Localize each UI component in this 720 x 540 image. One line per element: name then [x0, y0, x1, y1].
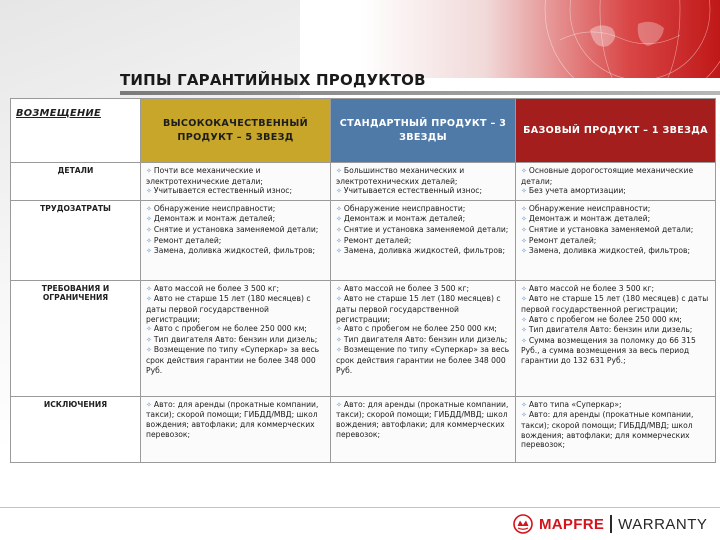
warranty-products-table: [10, 98, 715, 463]
list-item: [336, 345, 510, 375]
list-item: [521, 166, 710, 186]
row-label: ДЕТАЛИ: [11, 163, 141, 201]
diamond-bullet-icon: ✧: [146, 400, 152, 409]
diamond-bullet-icon: ✧: [146, 215, 152, 224]
list-item-text: Авто не старше 15 лет (180 месяцев) с даты первой государственной регистрации;: [146, 294, 311, 324]
table-cell-col1: [141, 163, 331, 201]
diamond-bullet-icon: ✧: [336, 295, 342, 304]
diamond-bullet-icon: ✧: [521, 215, 527, 224]
list-item-text: Замена, доливка жидкостей, фильтров;: [153, 246, 316, 256]
table-row: [11, 163, 716, 201]
list-item-text: Ремонт деталей;: [153, 235, 222, 245]
list-item-text: Обнаружение неисправности;: [343, 203, 466, 213]
list-item: [146, 294, 325, 324]
row-label: ТРЕБОВАНИЯ И ОГРАНИЧЕНИЯ: [11, 280, 141, 396]
list-item-text: Авто массой не более 3 500 кг;: [528, 283, 655, 293]
list-item: [521, 400, 710, 411]
diamond-bullet-icon: ✧: [336, 247, 342, 256]
table-cell-col3: [516, 396, 716, 462]
table-cell-col3: [516, 280, 716, 396]
list-item: [336, 204, 510, 215]
list-item: [336, 225, 510, 236]
list-item: [521, 410, 710, 449]
list-item-text: Тип двигателя Авто: бензин или дизель;: [153, 334, 318, 344]
list-item-text: Тип двигателя Авто: бензин или дизель;: [528, 325, 693, 335]
header-compensation: ВОЗМЕЩЕНИЕ: [11, 99, 141, 163]
list-item: [521, 315, 710, 326]
list-item: [336, 400, 510, 439]
list-item: [336, 236, 510, 247]
list-item-text: Возмещение по типу «Суперкар» за весь срок действия гарантии не более 348 000 Руб.: [336, 345, 510, 375]
diamond-bullet-icon: ✧: [521, 167, 527, 175]
list-item: [336, 294, 510, 324]
diamond-bullet-icon: ✧: [336, 215, 342, 224]
header-premium-product: ВЫСОКОКАЧЕСТВЕННЫЙ ПРОДУКТ – 5 ЗВЕЗД: [141, 99, 331, 163]
list-item: [521, 325, 710, 336]
list-item: [336, 186, 510, 197]
list-item-text: Возмещение по типу «Суперкар» за весь срок действия гарантии не более 348 000 Руб.: [146, 345, 320, 375]
diamond-bullet-icon: ✧: [146, 236, 152, 245]
diamond-bullet-icon: ✧: [146, 284, 152, 293]
brand-name: MAPFRE: [539, 515, 605, 533]
table-row: [11, 280, 716, 396]
diamond-bullet-icon: ✧: [521, 400, 527, 409]
diamond-bullet-icon: ✧: [336, 400, 342, 409]
page-title: ТИПЫ ГАРАНТИЙНЫХ ПРОДУКТОВ: [120, 71, 426, 89]
list-item-text: Авто с пробегом не более 250 000 км;: [153, 324, 307, 334]
list-item-text: Учитывается естественный износ;: [153, 186, 293, 196]
list-item: [521, 236, 710, 247]
list-item-text: Демонтаж и монтаж деталей;: [343, 214, 466, 224]
diamond-bullet-icon: ✧: [146, 225, 152, 234]
table-row: [11, 200, 716, 280]
list-item-text: Авто не старше 15 лет (180 месяцев) с даты первой государственной регистрации;: [521, 294, 709, 314]
list-item: [336, 214, 510, 225]
table-cell-col2: [331, 163, 516, 201]
list-item-text: Демонтаж и монтаж деталей;: [153, 214, 276, 224]
list-item: [521, 214, 710, 225]
list-item-text: Снятие и установка заменяемой детали;: [528, 224, 694, 234]
list-item-text: Авто: для аренды (прокатные компании, такси); скорой помощи; ГИБДД/МВД; школ вождения; автофлаки; для коммерческих перевозок;: [521, 410, 694, 450]
list-item-text: Снятие и установка заменяемой детали;: [153, 224, 319, 234]
list-item-text: Ремонт деталей;: [343, 235, 412, 245]
list-item: [336, 324, 510, 335]
diamond-bullet-icon: ✧: [146, 247, 152, 256]
diamond-bullet-icon: ✧: [336, 187, 342, 196]
list-item: [146, 214, 325, 225]
list-item-text: Тип двигателя Авто: бензин или дизель;: [343, 334, 508, 344]
list-item-text: Большинство механических и электротехнических деталей;: [336, 166, 465, 186]
diamond-bullet-icon: ✧: [521, 284, 527, 293]
diamond-bullet-icon: ✧: [146, 325, 152, 334]
list-item: [521, 336, 710, 366]
product-name: WARRANTY: [618, 515, 708, 533]
list-item-text: Без учета амортизации;: [528, 186, 626, 196]
table-cell-col2: [331, 200, 516, 280]
diamond-bullet-icon: ✧: [521, 204, 527, 213]
table-cell-col2: [331, 280, 516, 396]
list-item: [521, 204, 710, 215]
list-item-text: Снятие и установка заменяемой детали;: [343, 224, 509, 234]
row-label: ТРУДОЗАТРАТЫ: [11, 200, 141, 280]
list-item-text: Авто с пробегом не более 250 000 км;: [343, 324, 497, 334]
list-item-text: Авто не старше 15 лет (180 месяцев) с даты первой государственной регистрации;: [336, 294, 501, 324]
diamond-bullet-icon: ✧: [336, 346, 342, 355]
logo-separator: [610, 515, 612, 533]
row-label: ИСКЛЮЧЕНИЯ: [11, 396, 141, 462]
mapfre-warranty-logo: [513, 513, 707, 535]
list-item: [146, 204, 325, 215]
list-item-text: Авто типа «Суперкар»;: [528, 399, 622, 409]
list-item: [146, 284, 325, 295]
list-item: [146, 345, 325, 375]
diamond-bullet-icon: ✧: [146, 187, 152, 196]
globe-icon: [520, 0, 720, 78]
diamond-bullet-icon: ✧: [146, 204, 152, 213]
diamond-bullet-icon: ✧: [336, 325, 342, 334]
header-standard-product: СТАНДАРТНЫЙ ПРОДУКТ – 3 ЗВЕЗДЫ: [331, 99, 516, 163]
list-item: [521, 186, 710, 197]
list-item: [146, 166, 325, 186]
diamond-bullet-icon: ✧: [521, 326, 527, 335]
list-item: [521, 284, 710, 295]
diamond-bullet-icon: ✧: [336, 236, 342, 245]
list-item: [336, 284, 510, 295]
list-item-text: Авто: для аренды (прокатные компании, такси); скорой помощи; ГИБДД/МВД; школ вождения; автофлаки; для коммерческих перевозок;: [146, 399, 319, 439]
list-item-text: Учитывается естественный износ;: [343, 186, 483, 196]
diamond-bullet-icon: ✧: [336, 284, 342, 293]
list-item-text: Авто: для аренды (прокатные компании, такси); скорой помощи; ГИБДД/МВД; школ вождения; автофлаки; для коммерческих перевозок;: [336, 399, 509, 439]
list-item: [521, 294, 710, 314]
header-basic-product: БАЗОВЫЙ ПРОДУКТ – 1 ЗВЕЗДА: [516, 99, 716, 163]
diamond-bullet-icon: ✧: [336, 335, 342, 344]
list-item: [336, 335, 510, 346]
list-item-text: Демонтаж и монтаж деталей;: [528, 214, 651, 224]
list-item: [146, 246, 325, 257]
diamond-bullet-icon: ✧: [146, 335, 152, 344]
list-item: [146, 186, 325, 197]
list-item-text: Авто с пробегом не более 250 000 км;: [528, 314, 682, 324]
list-item: [521, 225, 710, 236]
table-cell-col1: [141, 396, 331, 462]
diamond-bullet-icon: ✧: [521, 225, 527, 234]
list-item: [146, 225, 325, 236]
table-row: [11, 396, 716, 462]
list-item-text: Ремонт деталей;: [528, 235, 597, 245]
diamond-bullet-icon: ✧: [146, 295, 152, 304]
list-item: [146, 324, 325, 335]
diamond-bullet-icon: ✧: [336, 225, 342, 234]
list-item-text: Замена, доливка жидкостей, фильтров;: [528, 246, 691, 256]
diamond-bullet-icon: ✧: [521, 236, 527, 245]
list-item-text: Обнаружение неисправности;: [528, 203, 651, 213]
table-cell-col1: [141, 280, 331, 396]
list-item-text: Почти все механические и электротехнические детали;: [146, 166, 263, 186]
list-item: [521, 246, 710, 257]
table-cell-col1: [141, 200, 331, 280]
diamond-bullet-icon: ✧: [336, 204, 342, 213]
list-item-text: Замена, доливка жидкостей, фильтров;: [343, 246, 506, 256]
diamond-bullet-icon: ✧: [146, 346, 152, 355]
diamond-bullet-icon: ✧: [336, 167, 342, 175]
list-item: [336, 166, 510, 186]
list-item-text: Авто массой не более 3 500 кг;: [343, 283, 470, 293]
table-cell-col2: [331, 396, 516, 462]
diamond-bullet-icon: ✧: [521, 295, 527, 304]
diamond-bullet-icon: ✧: [521, 187, 527, 196]
list-item: [146, 236, 325, 247]
table-header-row: [11, 99, 716, 163]
title-underline: [120, 91, 720, 95]
diamond-bullet-icon: ✧: [521, 336, 527, 345]
diamond-bullet-icon: ✧: [521, 411, 527, 420]
diamond-bullet-icon: ✧: [521, 315, 527, 324]
list-item-text: Сумма возмещения за поломку до 66 315 Руб., а сумма возмещения за весь период гарантии до 132 631 Руб.;: [521, 335, 696, 365]
diamond-bullet-icon: ✧: [521, 247, 527, 256]
list-item: [146, 335, 325, 346]
mapfre-emblem-icon: [513, 514, 533, 534]
diamond-bullet-icon: ✧: [146, 167, 152, 175]
list-item-text: Обнаружение неисправности;: [153, 203, 276, 213]
page-title-container: [120, 70, 440, 88]
table-cell-col3: [516, 163, 716, 201]
list-item-text: Авто массой не более 3 500 кг;: [153, 283, 280, 293]
list-item: [146, 400, 325, 439]
list-item: [336, 246, 510, 257]
table-cell-col3: [516, 200, 716, 280]
list-item-text: Основные дорогостоящие механические детали;: [521, 166, 694, 186]
